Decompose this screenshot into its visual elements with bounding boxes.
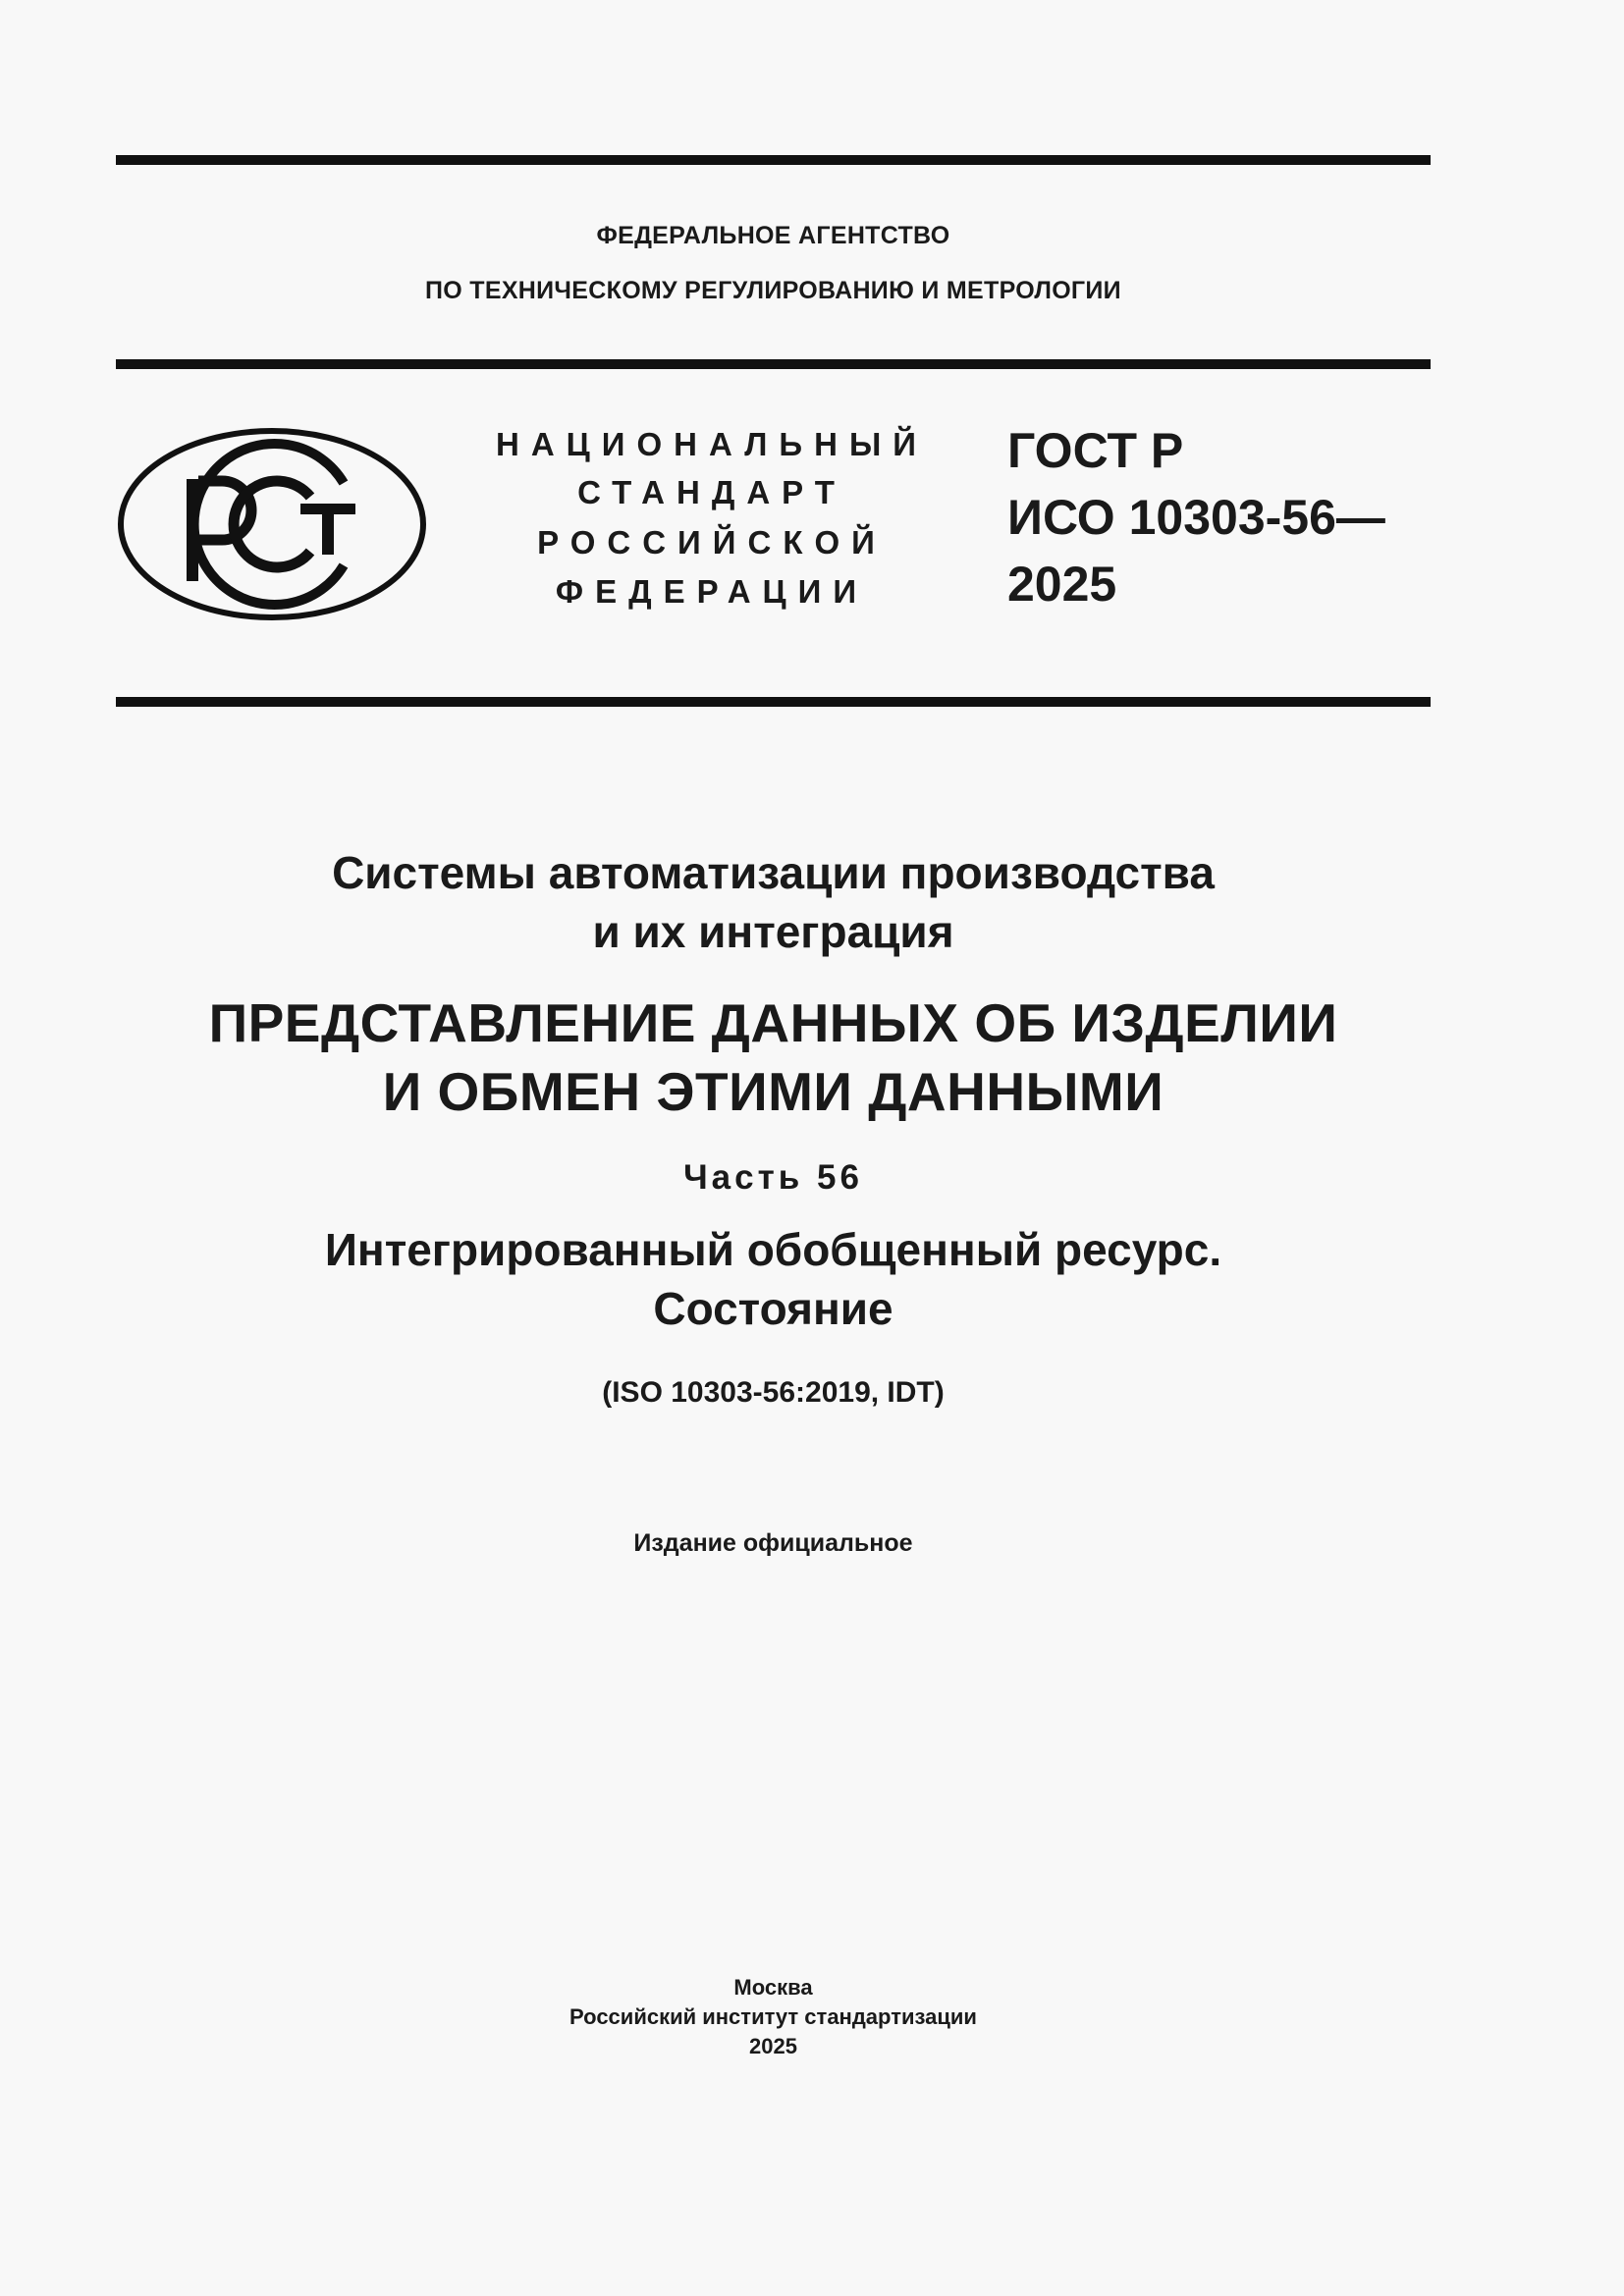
edition-label: Издание официальное <box>633 1529 913 1557</box>
subtitle-line-2: Состояние <box>653 1283 893 1334</box>
part-number: Часть 56 <box>683 1158 863 1197</box>
agency-line-1: ФЕДЕРАЛЬНОЕ АГЕНТСТВО <box>596 222 950 249</box>
designation-line-2: ИСО 10303-56— <box>1007 490 1385 545</box>
footer-year: 2025 <box>749 2034 797 2058</box>
designation-rule <box>116 697 1431 707</box>
designation-line-1: ГОСТ Р <box>1007 423 1184 478</box>
main-title-line-2: И ОБМЕН ЭТИМИ ДАННЫМИ <box>382 1061 1164 1122</box>
series-title-line-1: Системы автоматизации производства <box>332 847 1215 898</box>
national-standard-line-2: СТАНДАРТ <box>577 474 846 510</box>
designation-line-3: 2025 <box>1007 557 1117 612</box>
subtitle-line-1: Интегрированный обобщенный ресурс. <box>324 1224 1222 1275</box>
rst-certification-mark-icon <box>116 426 428 622</box>
national-standard-line-3: РОССИЙСКОЙ <box>537 524 887 561</box>
series-title-line-2: и их интеграция <box>592 906 954 957</box>
agency-line-2: ПО ТЕХНИЧЕСКОМУ РЕГУЛИРОВАНИЮ И МЕТРОЛОГИИ <box>425 277 1121 304</box>
national-standard-line-1: НАЦИОНАЛЬНЫЙ <box>496 426 928 462</box>
header-rule <box>116 359 1431 369</box>
footer-publisher: Российский институт стандартизации <box>569 2004 977 2029</box>
national-standard-line-4: ФЕДЕРАЦИИ <box>555 573 869 610</box>
top-rule <box>116 155 1431 165</box>
footer-city: Москва <box>733 1975 813 2000</box>
iso-reference: (ISO 10303-56:2019, IDT) <box>602 1376 945 1409</box>
main-title-line-1: ПРЕДСТАВЛЕНИЕ ДАННЫХ ОБ ИЗДЕЛИИ <box>208 992 1338 1053</box>
